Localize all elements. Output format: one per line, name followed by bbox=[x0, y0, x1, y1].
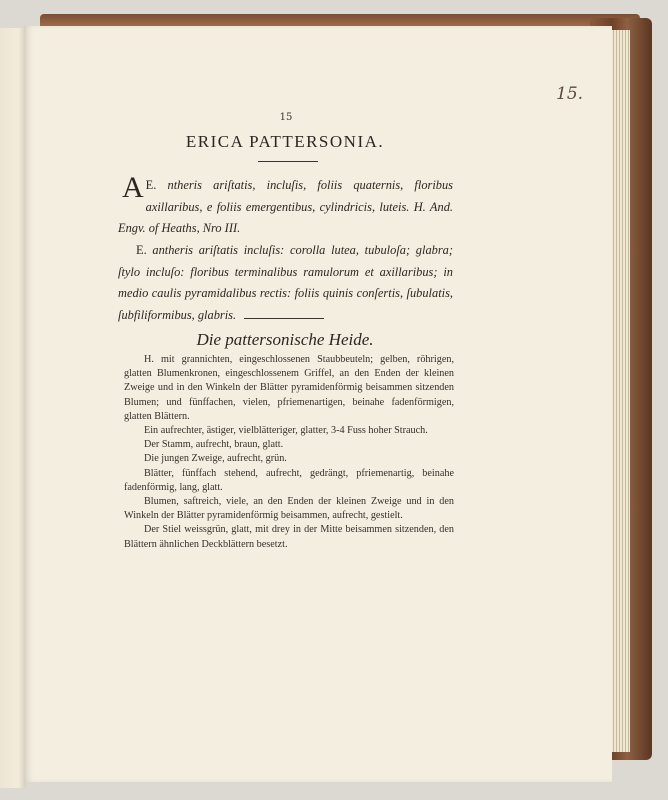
page-number: 15 bbox=[279, 112, 293, 123]
handwritten-page-number: 15. bbox=[556, 84, 584, 104]
german-paragraph: Der Stamm, aufrecht, braun, glatt. bbox=[144, 439, 284, 451]
german-paragraph: Der Stiel weissgrün, glatt, mit drey in der Mitte beisammen sitzenden, den Blättern ähnlichen Deckblättern besetzt. bbox=[124, 524, 454, 550]
german-paragraph: Blätter, fünffach stehend, aufrecht, gedrängt, pfriemenartig, beinahe fadenförmig, lang, glatt. bbox=[124, 467, 454, 493]
latin-description-1 bbox=[118, 171, 453, 240]
german-paragraph: H. mit grannichten, eingeschlossenen Staubbeuteln; gelben, röhrigen, glatten Blumenkronen, eingeschlossenem Griffel, an den Enden der kleinen Zweige und in den Winkeln der Blätter pyramidenförmig beisammen sitzenden Blumen; und fünffachen, vielen, pfriemenartigen, beinahe fadenförmigen, glatten Blättern. bbox=[124, 354, 454, 422]
german-paragraph: Die jungen Zweige, aufrecht, grün. bbox=[144, 453, 287, 465]
page-title: ERICA PATTERSONIA. bbox=[185, 132, 385, 151]
latin-description-2 bbox=[118, 240, 453, 326]
latin-text-1: ntheris ariſtatis, incluſis, foliis quaternis, floribus axillaribus, e foliis emergentibus, cylindricis, luteis. H. And. Engv. of Heaths, Nro III. bbox=[118, 178, 453, 235]
german-description bbox=[124, 353, 454, 552]
latin-text-2: antheris ariſtatis incluſis: corolla lutea, tubuloſa; glabra; ſtylo incluſo: floribus terminalibus ramulorum et axillaribus; in medio caulis pyramidalibus rectis: foliis quinis conſertis, ſubulatis, ſubfiliformibus, glabris. bbox=[118, 243, 453, 322]
drop-cap: A bbox=[122, 171, 144, 204]
title-rule bbox=[258, 161, 318, 162]
section-rule bbox=[244, 318, 324, 319]
german-paragraph: Ein aufrechter, ästiger, vielblätteriger, glatter, 3-4 Fuss hoher Strauch. bbox=[144, 425, 428, 437]
previous-page-edge bbox=[0, 28, 26, 788]
german-heading: Die pattersonische Heide. bbox=[196, 330, 374, 349]
latin-initial-1: E. bbox=[145, 178, 157, 192]
latin-initial-2: E. bbox=[136, 243, 147, 257]
german-paragraph: Blumen, saftreich, viele, an den Enden der kleinen Zweige und in den Winkeln der Blätter pyramidenförmig beisammen, aufrecht, gestielt. bbox=[124, 496, 454, 522]
